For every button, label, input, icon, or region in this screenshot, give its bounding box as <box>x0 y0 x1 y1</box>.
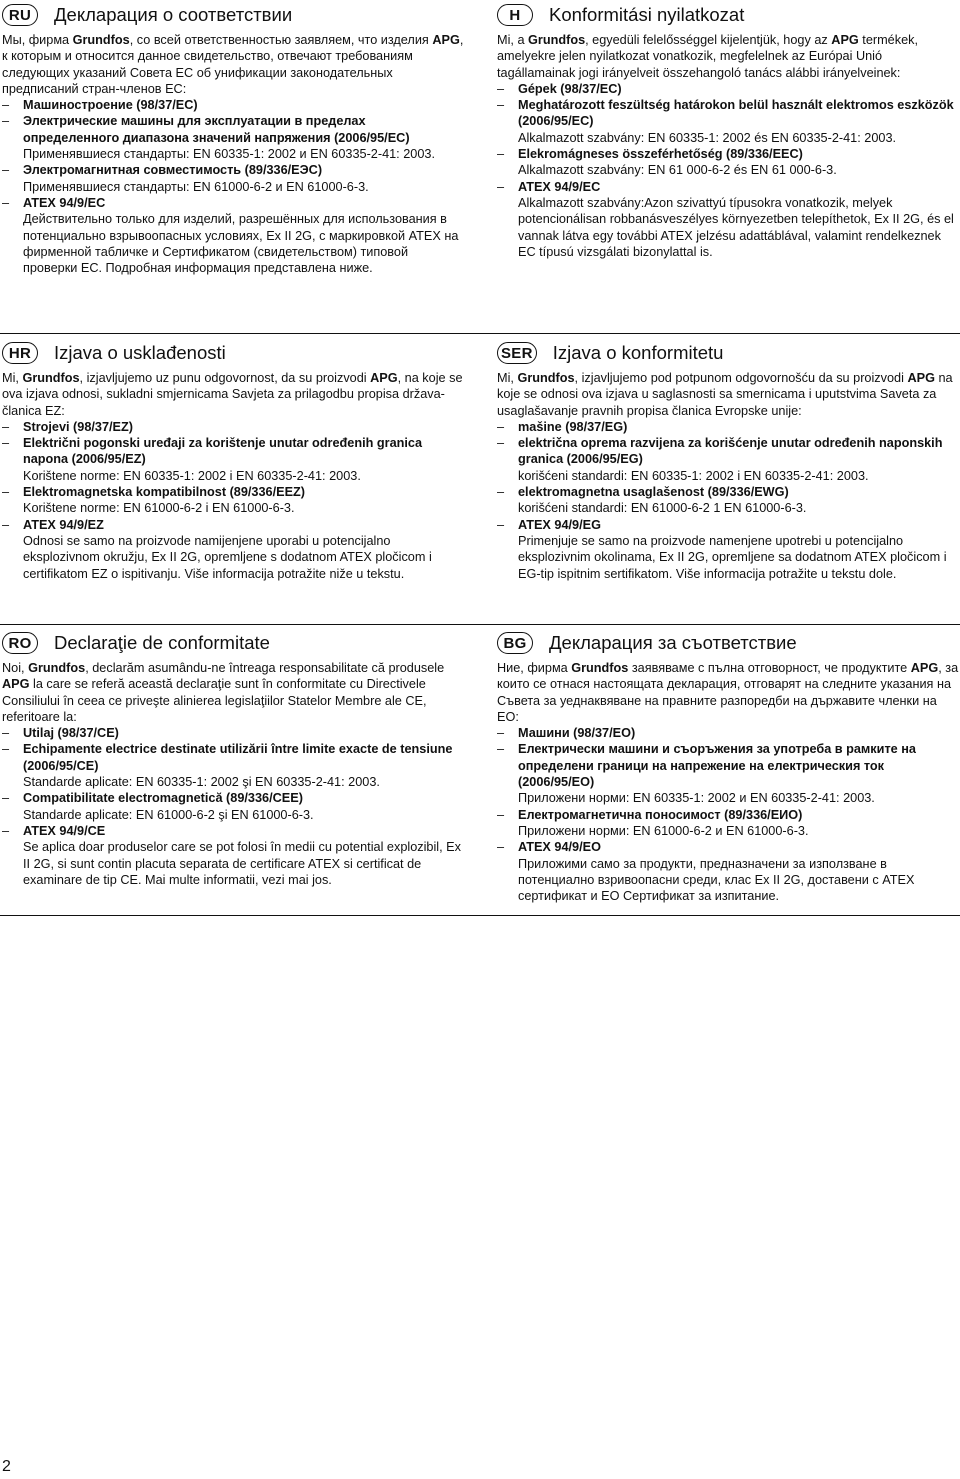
directive-item <box>2 97 464 113</box>
list-dash: – <box>2 114 10 129</box>
list-dash: – <box>497 807 505 822</box>
intro-text: , izjavljujemo uz punu odgovornost, da su proizvodi <box>79 371 371 385</box>
section-bg <box>497 630 959 904</box>
section-header <box>497 630 959 656</box>
list-dash: – <box>497 742 505 757</box>
row-divider <box>0 333 960 334</box>
directive-text: Alkalmazott szabvány: EN 61 000-6-2 és EN 61 000-6-3. <box>518 163 837 178</box>
intro-text: Mi, <box>2 371 23 385</box>
directive-title: ATEX 94/9/EC <box>23 195 106 210</box>
section-heading: Declaraţie de conformitate <box>54 632 270 653</box>
intro-text: Noi, <box>2 661 29 675</box>
intro-text: Мы, фирма <box>2 33 73 47</box>
directive-text: Применявшиеся стандарты: EN 61000-6-2 и EN 61000-6-3. <box>23 179 369 194</box>
company-name: Grundfos <box>571 661 629 675</box>
list-dash: – <box>497 485 505 500</box>
intro-paragraph <box>497 370 959 419</box>
directive-title: Utilaj (98/37/CE) <box>23 726 119 741</box>
list-dash: – <box>497 840 505 855</box>
intro-paragraph <box>2 32 464 97</box>
directive-item <box>2 419 464 435</box>
directive-title: Elektromagnetska kompatibilnost (89/336/EEZ) <box>23 485 306 500</box>
directive-list <box>497 81 959 260</box>
directive-text: Применявшиеся стандарты: EN 60335-1: 2002 и EN 60335-2-41: 2003. <box>23 147 435 162</box>
language-badge: H <box>497 4 533 26</box>
list-dash: – <box>2 517 10 532</box>
directive-text: korišćeni standardi: EN 60335-1: 2002 i EN 60335-2-41: 2003. <box>518 468 869 483</box>
section-hr <box>2 340 464 582</box>
directive-item <box>497 97 959 146</box>
list-dash: – <box>497 436 505 451</box>
directive-text: Se aplica doar produselor care se pot folosi în medii cu potential explozibil, Ex II 2G, si sunt contin placuta separata de certificare ATEX si certificat de examinare de tip CE. Mai multe informatii, vezi mai jos. <box>23 840 461 887</box>
list-dash: – <box>497 726 505 741</box>
directive-title: Електрически машини и съоръжения за употреба в рамките на определени граници на напрежение на електрическия ток (2006/95/EО) <box>518 742 916 790</box>
intro-text: la care se referă această declaraţie sunt în conformitate cu Directivele Consiliului în ceea ce priveşte alinierea legislaţiilor Statelor Membre ale CE, referitoare la: <box>2 677 427 724</box>
directive-text: Primenjuje se samo na proizvode namenjene upotrebi u potencijalno eksplozivnim okolinama, Ex II 2G, opremljene sa dodatnom ATEX pločicom i EG-tip ispitnim sertifikatom. Više informacija potražite u tekstu dole. <box>518 533 947 581</box>
directive-list <box>2 725 464 888</box>
directive-text: Standarde aplicate: EN 61000-6-2 şi EN 61000-6-3. <box>23 807 314 822</box>
intro-text: , declarăm asumându-ne întreaga responsabilitate că produsele <box>85 661 445 675</box>
directive-title: ATEX 94/9/EC <box>518 179 601 194</box>
directive-text: Korištene norme: EN 60335-1: 2002 i EN 60335-2-41: 2003. <box>23 468 361 483</box>
directive-title: ATEX 94/9/EG <box>518 517 601 532</box>
product-name: APG <box>907 371 935 385</box>
section-ser <box>497 340 959 582</box>
directive-item <box>2 741 464 790</box>
row-divider <box>0 915 960 916</box>
directive-text: korišćeni standardi: EN 61000-6-2 1 EN 61000-6-3. <box>518 501 807 516</box>
directive-item <box>497 807 959 840</box>
intro-paragraph <box>497 32 959 81</box>
company-name: Grundfos <box>28 661 86 675</box>
directive-item <box>497 839 959 904</box>
directive-title: Električni pogonski uređaji za korištenje unutar određenih granica napona (2006/95/EZ) <box>23 436 423 467</box>
section-header <box>2 2 464 28</box>
directive-list <box>2 419 464 582</box>
directive-title: ATEX 94/9/EZ <box>23 517 104 532</box>
intro-text: Mi, <box>497 371 518 385</box>
directive-item <box>497 81 959 97</box>
directive-text: Standarde aplicate: EN 60335-1: 2002 şi EN 60335-2-41: 2003. <box>23 775 380 790</box>
directive-text: Приложени норми: EN 60335-1: 2002 и EN 60335-2-41: 2003. <box>518 791 875 806</box>
intro-text: , egyedüli felelősséggel kijelentjük, hogy az <box>585 33 832 47</box>
directive-text: Приложими само за продукти, предназначени за използване в потенциално взривоопасни среди, клас Ex II 2G, доставени с ATEX сертификат и ЕО Сертификат за изпитание. <box>518 856 915 904</box>
directive-list <box>497 419 959 582</box>
section-header <box>497 2 959 28</box>
list-dash: – <box>497 419 505 434</box>
intro-text: , к которым и относится данное свидетельство, отвечают требованиям следующих указаний Совета ЕС об унификации законодательных предписаний стран-членов ЕС: <box>2 33 464 96</box>
section-header <box>497 340 959 366</box>
intro-text: , na koje se ova izjava odnosi, sukladni smjernicama Savjeta za prilagodbu propisa država-članica EZ: <box>2 371 463 418</box>
section-header <box>2 630 464 656</box>
directive-item <box>497 725 959 741</box>
company-name: Grundfos <box>528 33 586 47</box>
intro-text: termékek, amelyekre jelen nyilatkozat vonatkozik, megfelelnek az Európai Unió tagállamainak jogi irányelveit összehangoló tanács alábbi irányelveinek: <box>497 33 919 80</box>
company-name: Grundfos <box>72 33 130 47</box>
directive-title: elektromagnetna usaglašenost (89/336/EWG) <box>518 485 789 500</box>
list-dash: – <box>497 179 505 194</box>
list-dash: – <box>2 195 10 210</box>
language-badge: HR <box>2 342 38 364</box>
directive-title: Машиностроение (98/37/ЕС) <box>23 98 198 113</box>
directive-title: električna oprema razvijena za korišćenje unutar određenih naponskih granica (2006/95/EG) <box>518 436 943 467</box>
page-number: 2 <box>2 1458 11 1475</box>
list-dash: – <box>2 419 10 434</box>
list-dash: – <box>2 98 10 113</box>
list-dash: – <box>2 791 10 806</box>
directive-list <box>2 97 464 276</box>
product-name: APG <box>831 33 859 47</box>
section-heading: Konformitási nyilatkozat <box>549 4 745 25</box>
intro-paragraph <box>497 660 959 725</box>
directive-item <box>497 146 959 179</box>
language-badge: RU <box>2 4 38 26</box>
product-name: APG <box>432 33 460 47</box>
intro-text: Ние, фирма <box>497 661 572 675</box>
list-dash: – <box>497 147 505 162</box>
directive-title: Strojevi (98/37/EZ) <box>23 419 133 434</box>
intro-paragraph <box>2 660 464 725</box>
intro-text: Mi, a <box>497 33 529 47</box>
directive-title: Echipamente electrice destinate utilizării între limite exacte de tensiune (2006/95/CE) <box>23 742 453 773</box>
directive-item <box>497 179 959 260</box>
company-name: Grundfos <box>22 371 80 385</box>
directive-item <box>497 435 959 484</box>
directive-text: Alkalmazott szabvány:Azon szivattyú típusokra vonatkozik, melyek potencionálisan robbanásveszélyes környezetben telepíthetok, Ex II 2G, és el vannak látva egy további ATEX jelzésu adattáblával, valamint rendelkeznek EC típusú vizsgálati bizonylattal is. <box>518 195 954 259</box>
section-heading: Izjava o konformitetu <box>552 342 724 363</box>
section-ru <box>2 2 464 276</box>
directive-item <box>2 517 464 582</box>
directive-item <box>2 790 464 823</box>
company-name: Grundfos <box>517 371 575 385</box>
row-divider <box>0 624 960 625</box>
list-dash: – <box>497 81 505 96</box>
intro-text: na koje se odnosi ova izjava u saglasnosti sa smernicama i uputstvima Saveta za usaglašavanje pravnih propisa članica Evropske unije: <box>497 371 953 418</box>
list-dash: – <box>2 485 10 500</box>
section-h <box>497 2 959 260</box>
directive-item <box>2 435 464 484</box>
directive-text: Odnosi se samo na proizvode namijenjene uporabi u potencijalno eksplozivnom okružju, Ex II 2G, opremljene s dodatnom ATEX pločicom i certifikatom EZ o ispitivanju. Više informacija potražite niže u tekstu. <box>23 533 432 581</box>
list-dash: – <box>2 742 10 757</box>
section-header <box>2 340 464 366</box>
directive-text: Приложени норми: EN 61000-6-2 и EN 61000-6-3. <box>518 823 809 838</box>
directive-item <box>2 113 464 162</box>
directive-item <box>497 741 959 806</box>
section-heading: Izjava o usklađenosti <box>54 342 226 363</box>
product-name: APG <box>910 661 939 675</box>
directive-title: ATEX 94/9/CE <box>23 823 106 838</box>
directive-title: Электромагнитная совместимость (89/336/ЕЭС) <box>23 163 323 178</box>
product-name: APG <box>2 677 30 692</box>
directive-title: mašine (98/37/EG) <box>518 419 628 434</box>
directive-text: Действительно только для изделий, разрешённых для использования в потенциально взрывоопасных условиях, Ex II 2G, с маркировкой ATEX на фирменной табличке и Сертификатом (свидетельством) типовой проверки ЕС. Подробная информация представлена ниже. <box>23 212 459 276</box>
directive-item <box>2 162 464 195</box>
list-dash: – <box>497 517 505 532</box>
directive-list <box>497 725 959 904</box>
directive-title: Электрические машины для эксплуатации в пределах определенного диапазона значений напряжения (2006/95/ЕС) <box>23 114 410 145</box>
section-ro <box>2 630 464 888</box>
section-heading: Декларация за съответствие <box>549 632 797 653</box>
list-dash: – <box>497 98 505 113</box>
directive-title: Gépek (98/37/EC) <box>518 81 622 96</box>
intro-text: , со всей ответственностью заявляем, что изделия <box>129 33 433 47</box>
directive-title: Електромагнетична поносимост (89/336/EИО) <box>518 807 803 822</box>
directive-text: Korištene norme: EN 61000-6-2 i EN 61000-6-3. <box>23 501 295 516</box>
list-dash: – <box>2 436 10 451</box>
directive-title: Compatibilitate electromagnetică (89/336/CEE) <box>23 791 303 806</box>
directive-item <box>2 823 464 888</box>
intro-text: , izjavljujemo pod potpunom odgovornošću da su proizvodi <box>574 371 908 385</box>
intro-text: , за които се отнася настоящата декларация, отговарят на следните указания на Съвета за уеднаквяване на правните разпоредби на държавите членки на ЕО: <box>497 661 959 724</box>
directive-item <box>2 484 464 517</box>
directive-item <box>2 725 464 741</box>
directive-text: Alkalmazott szabvány: EN 60335-1: 2002 és EN 60335-2-41: 2003. <box>518 130 897 145</box>
section-heading: Декларация о соответствии <box>54 4 293 25</box>
language-badge: SER <box>497 342 537 364</box>
intro-text: заявяваме с пълна отговорност, че продуктите <box>628 661 911 675</box>
directive-item <box>2 195 464 276</box>
directive-title: ATEX 94/9/EО <box>518 840 601 855</box>
language-badge: RO <box>2 632 38 654</box>
directive-item <box>497 484 959 517</box>
directive-item <box>497 419 959 435</box>
directive-title: Машини (98/37/EО) <box>518 726 636 741</box>
list-dash: – <box>2 163 10 178</box>
language-badge: BG <box>497 632 533 654</box>
directive-title: Meghatározott feszültség határokon belül használt elektromos eszközök (2006/95/EC) <box>518 98 954 129</box>
intro-paragraph <box>2 370 464 419</box>
list-dash: – <box>2 726 10 741</box>
directive-item <box>497 517 959 582</box>
directive-title: Elekromágneses összeférhetőség (89/336/EEC) <box>518 147 803 162</box>
product-name: APG <box>370 371 398 385</box>
list-dash: – <box>2 823 10 838</box>
